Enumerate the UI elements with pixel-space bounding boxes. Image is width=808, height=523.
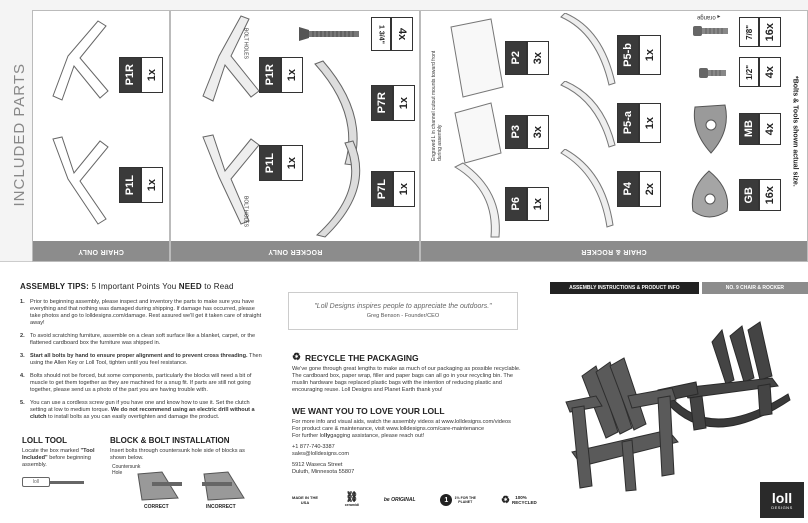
address-line-2: Duluth, Minnesota 55807 <box>292 469 355 475</box>
p1l-rocker-qty: 1x <box>281 145 303 181</box>
contact-phone: +1 877-740-3387 <box>292 444 335 450</box>
p6-curved-slat <box>451 161 511 241</box>
p4-code: P4 <box>617 171 639 207</box>
tip-4: 4. Bolts should not be forced, but some components, particularly the blocks will need a bit of muscle to get them together as they are machined for a snug fit. If parts are still not going together, please send us a photo of the part you are having trouble with. <box>20 373 252 393</box>
chair-only-bar: CHAIR ONLY <box>33 241 169 261</box>
p1l-rocker-code: P1L <box>259 145 281 181</box>
mb-qty: 4x <box>759 113 781 145</box>
p1r-chair-frame <box>38 16 118 116</box>
rocker-only-section <box>170 10 420 262</box>
p2-qty: 3x <box>527 41 549 75</box>
loll-designs-logo: loll DESIGNS <box>760 482 804 518</box>
block-bolt-title: BLOCK & BOLT INSTALLATION <box>110 436 230 445</box>
one-percent-badge: 1 1% FOR THE PLANET <box>440 494 476 506</box>
ceramidi-badge: ⛓ ceramidi <box>344 492 360 507</box>
quote-text: "Loll Designs inspires people to appreciate the outdoors." <box>314 303 492 310</box>
made-in-usa-badge: MADE IN THE USA <box>292 495 318 505</box>
p1r-rocker-code: P1R <box>259 57 281 93</box>
tip-3: 3. Start all bolts by hand to ensure proper alignment and to prevent cross threading. Then using the Allen Key or Loll Tool, tighten until you feel resistance. <box>20 353 262 366</box>
assembly-tips-title: ASSEMBLY TIPS: 5 Important Points You NEED to Read <box>20 282 234 291</box>
p2-code: P2 <box>505 41 527 75</box>
p7r-code: P7R <box>371 85 393 121</box>
recycle-title: ♻ RECYCLE THE PACKAGING <box>292 352 419 363</box>
p5a-code: P5-a <box>617 103 639 143</box>
love-line-3: For further lollygagging assistance, please reach out! <box>292 433 425 439</box>
mb-block-icon <box>687 101 733 157</box>
p7l-qty: 1x <box>393 171 415 207</box>
loll-tool-section <box>22 436 108 516</box>
bolt-12-qty: 4x <box>759 57 781 87</box>
p1r-rocker-qty: 1x <box>281 57 303 93</box>
love-line-1: For more info and visual aids, watch the assembly videos at www.lolldesigns.com/videos <box>292 419 511 425</box>
short-bolt-78-icon <box>691 23 731 39</box>
mb-code: MB <box>739 113 759 145</box>
block-bolt-section <box>110 436 260 516</box>
p5b-arm <box>557 13 617 89</box>
p5b-code: P5-b <box>617 35 639 75</box>
long-bolt-size: 1 3/4" <box>371 17 391 51</box>
p6-qty: 1x <box>527 187 549 221</box>
p7l-rocker-rail <box>305 139 375 239</box>
cover-tab-product: NO. 9 CHAIR & ROCKER <box>702 282 808 294</box>
badges-row <box>290 490 537 510</box>
p7r-qty: 1x <box>393 85 415 121</box>
product-chairs-illustration <box>562 302 798 492</box>
p6-code: P6 <box>505 187 527 221</box>
loll-tool-icon: loll <box>22 477 108 487</box>
p1l-chair-qty: 1x <box>141 167 163 203</box>
p5b-qty: 1x <box>639 35 661 75</box>
contact-email[interactable]: sales@lolldesigns.com <box>292 451 349 457</box>
quote-author: Greg Benson - Founder/CEO <box>366 313 440 319</box>
p5a-arm <box>557 81 617 151</box>
love-title: WE WANT YOU TO LOVE YOUR LOLL <box>292 406 445 416</box>
p1l-chair-frame <box>38 129 118 229</box>
loll-tool-text: Locate the box marked "Tool Included" before beginning assembly. <box>22 448 95 468</box>
p5a-qty: 1x <box>639 103 661 143</box>
p1r-chair-code: P1R <box>119 57 141 93</box>
cover-tabs <box>550 282 808 294</box>
address-line-1: 5912 Waseca Street <box>292 462 343 468</box>
engraved-note: Engraved L in channel cutout mounts toward front during assembly <box>431 50 443 161</box>
tip-1: 1. Prior to beginning assembly, please inspect and inventory the parts to make sure you have everything and that nothing was damaged during shipping. If damage has occurred, please take photos and go to lolldesigns.com/damage. Rest assured we'll get it taken care of straight away! <box>20 299 262 326</box>
orange-bolt-note: orange ▸ <box>697 14 721 20</box>
p4-leg-rail <box>557 149 617 229</box>
countersunk-callout: Countersunk Hole <box>112 464 141 476</box>
short-bolt-12-icon <box>697 65 731 81</box>
p4-qty: 2x <box>639 171 661 207</box>
chair-only-section <box>32 10 170 262</box>
p7l-code: P7L <box>371 171 393 207</box>
correct-label: CORRECT <box>144 504 169 510</box>
recycle-section <box>292 352 528 402</box>
bolt-12-size: 1/2" <box>739 57 759 87</box>
p3-qty: 3x <box>527 115 549 149</box>
rocker-only-bar: ROCKER ONLY <box>171 241 419 261</box>
p1l-rocker-note: BOLT HOLES <box>242 195 249 227</box>
bolt-78-size: 7/8" <box>739 17 759 47</box>
p3-code: P3 <box>505 115 527 149</box>
tip-2: 2. To avoid scratching furniture, assemble on a clean soft surface like a blanket, carpet, or the flattened cardboard box the furniture was shipped in. <box>20 333 256 346</box>
recycle-badge-icon: ♻ <box>501 494 510 506</box>
correct-block-diagram <box>132 468 192 504</box>
incorrect-label: INCORRECT <box>206 504 236 510</box>
be-original-badge: be ORIGINAL <box>383 497 416 503</box>
one-percent-icon: 1 <box>440 494 452 506</box>
long-bolt-qty: 4x <box>391 17 413 51</box>
love-line-2: For product care & maintenance, visit www.lolldesigns.com/care-maintenance <box>292 426 485 432</box>
recycle-text: We've gone through great lengths to make as much of our packaging as possible recyclable. The cardboard box, paper wrap, filler and paper bags can all go in your recycling bin. The muslin hardware bags replaced plastic bags with the intention of reducing plastic and encouraging reuse. Loll Designs and Planet Earth thank you! <box>292 366 521 393</box>
included-parts-title: INCLUDED PARTS <box>10 63 28 207</box>
loll-tool-title: LOLL TOOL <box>22 436 68 445</box>
gb-code: GB <box>739 179 759 211</box>
quote-box <box>288 292 518 330</box>
cover-tab-instructions: ASSEMBLY INSTRUCTIONS & PRODUCT INFO <box>550 282 699 294</box>
gb-qty: 16x <box>759 179 781 211</box>
tip-5: 5. You can use a cordless screw gun if you have one and know how to use it. Set the clutch setting at low to medium torque. We do not recommend using an electric drill without a clutch to install bolts as you can easily overtighten and damage the product. <box>20 400 255 420</box>
chain-link-icon: ⛓ <box>345 492 359 503</box>
p1r-chair-qty: 1x <box>141 57 163 93</box>
bolt-78-qty: 16x <box>759 17 781 47</box>
actual-size-note: *Bolts & Tools shown actual size. <box>791 75 799 187</box>
long-bolt-icon <box>297 25 361 43</box>
recycle-icon: ♻ <box>292 352 301 363</box>
p1r-rocker-note: BOLT HOLES <box>242 27 249 59</box>
p3-back-slat <box>451 99 511 169</box>
chair-rocker-section <box>420 10 808 262</box>
assembly-tips <box>20 282 266 432</box>
love-section <box>292 406 528 486</box>
chair-rocker-bar: CHAIR & ROCKER <box>421 241 807 261</box>
gb-block-icon <box>687 167 733 223</box>
p1l-chair-code: P1L <box>119 167 141 203</box>
p2-seat-slat <box>447 17 507 107</box>
block-bolt-text: Insert bolts through countersunk hole side of blocks as shown below. <box>110 448 245 461</box>
incorrect-block-diagram <box>198 468 258 504</box>
recycled-badge: ♻ 100% RECYCLED <box>501 494 537 506</box>
